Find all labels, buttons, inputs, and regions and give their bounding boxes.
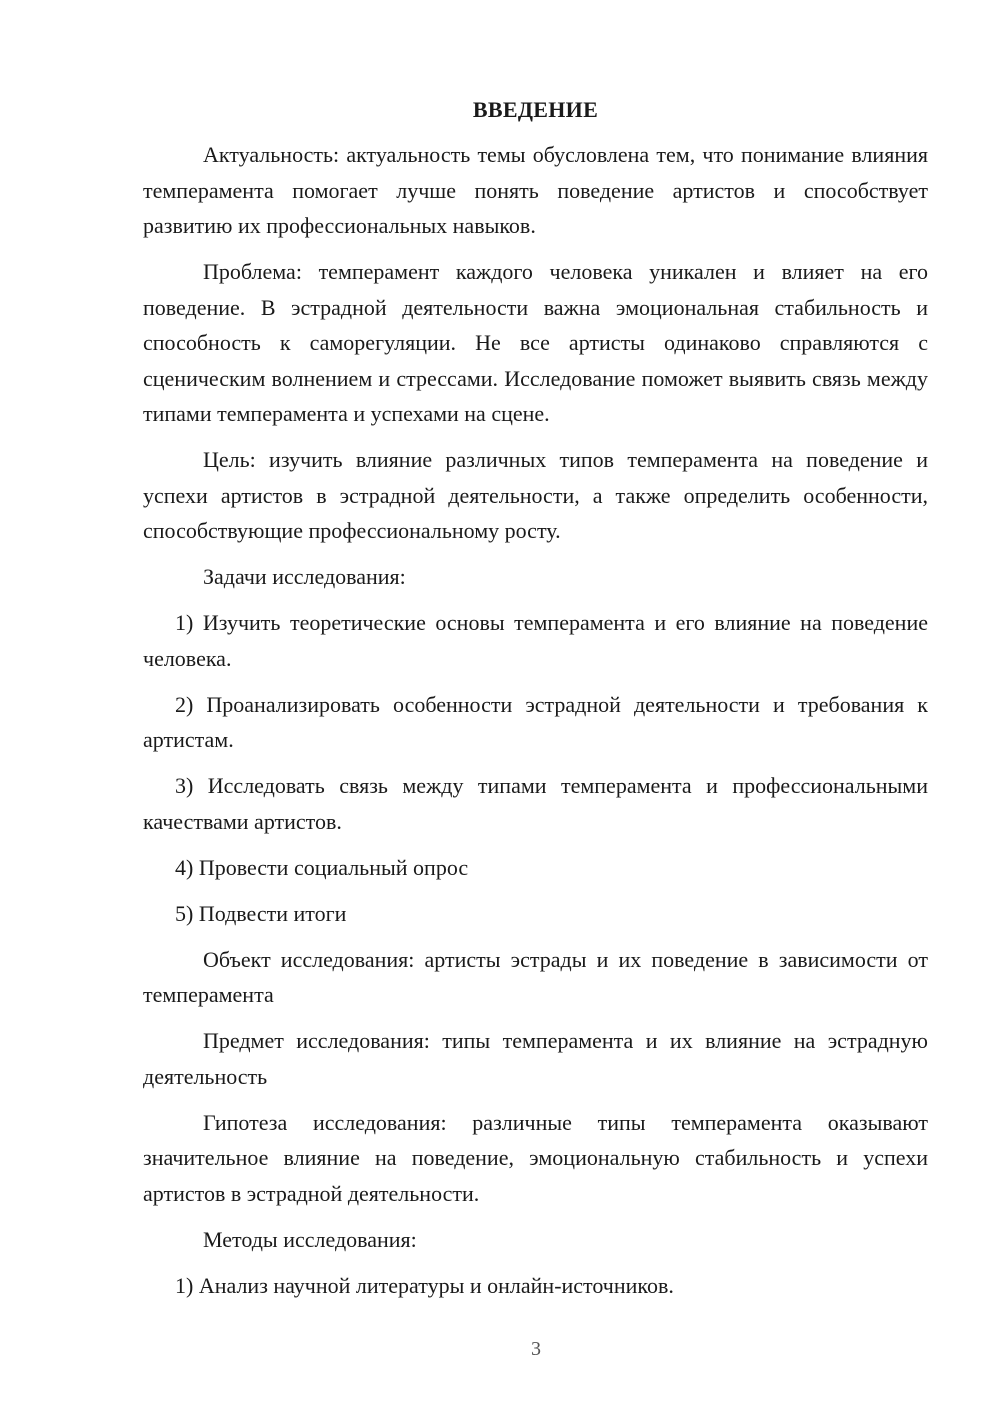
method-item-1: 1) Анализ научной литературы и онлайн-источников.: [175, 1272, 674, 1298]
tasks-heading: Задачи исследования:: [203, 564, 406, 589]
task-item-1: 1) Изучить теоретические основы темперамента и его влияние на поведение человека.: [143, 610, 928, 671]
task-item-2: 2) Проанализировать особенности эстрадной деятельности и требования к артистам.: [143, 691, 928, 752]
page-number: 3: [531, 1338, 541, 1360]
task-item-3: 3) Исследовать связь между типами темперамента и профессиональными качествами артистов.: [143, 773, 928, 834]
goal-paragraph: Цель: изучить влияние различных типов темперамента на поведение и успехи артистов в эстрадной деятельности, а также определить особенности, способствующие профессиональному росту.: [143, 447, 928, 543]
methods-heading: Методы исследования:: [203, 1226, 417, 1252]
hypothesis-paragraph: Гипотеза исследования: различные типы темперамента оказывают значительное влияние на поведение, эмоциональную стабильность и успехи артистов в эстрадной деятельности.: [143, 1109, 928, 1206]
section-title: ВВЕДЕНИЕ: [472, 97, 599, 122]
subject-paragraph: Предмет исследования: типы темперамента и их влияние на эстрадную деятельность: [143, 1028, 928, 1089]
page-content: [143, 92, 928, 1314]
problem-paragraph: Проблема: темперамент каждого человека уникален и влияет на его поведение. В эстрадной деятельности важна эмоциональная стабильность и способность к саморегуляции. Не все артисты одинаково справляются с сценическим волнением и стрессами. Исследование поможет выявить связь между типами темперамента и успехами на сцене.: [143, 259, 928, 426]
relevance-paragraph: Актуальность: актуальность темы обусловлена тем, что понимание влияния темперамента помогает лучше понять поведение артистов и способствует развитию их профессиональных навыков.: [143, 142, 928, 238]
task-item-5: 5) Подвести итоги: [175, 900, 347, 926]
object-paragraph: Объект исследования: артисты эстрады и их поведение в зависимости от темперамента: [143, 946, 928, 1007]
task-item-4: 4) Провести социальный опрос: [175, 854, 469, 880]
